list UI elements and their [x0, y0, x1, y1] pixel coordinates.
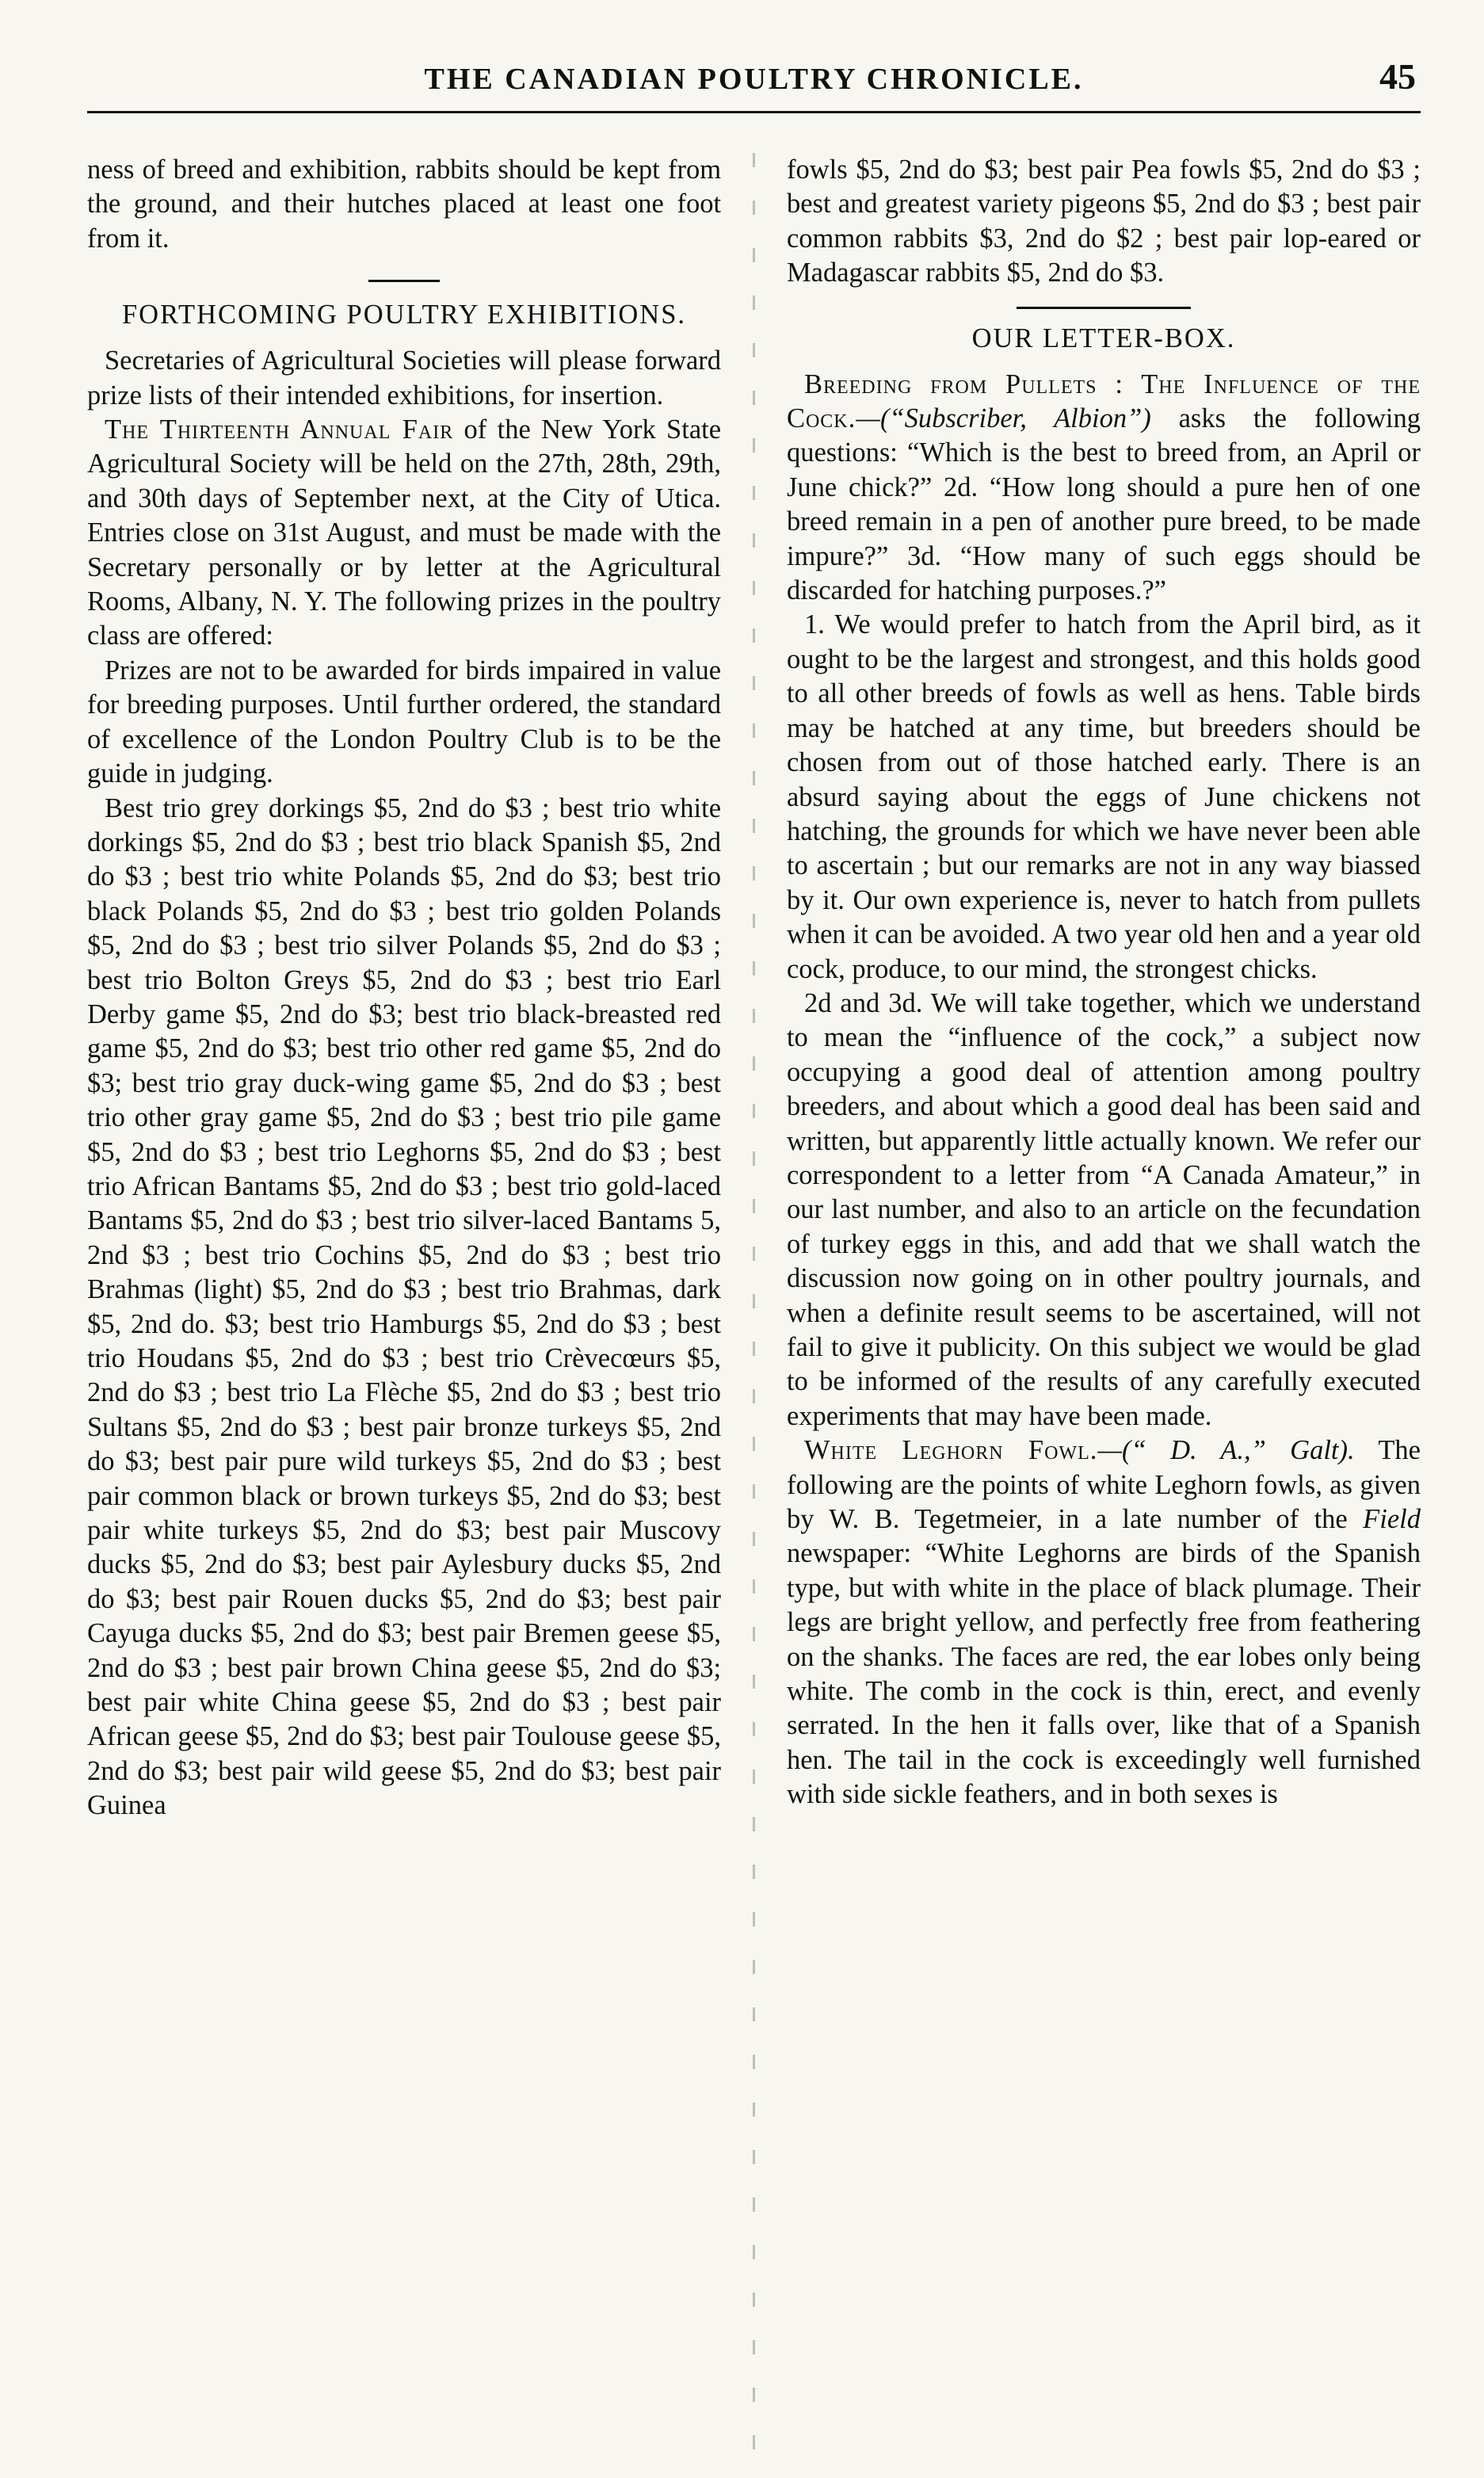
- page-number: 45: [1379, 56, 1416, 97]
- letter-pullets-question: [787, 368, 1421, 609]
- paragraph-fair: [87, 413, 721, 654]
- letter-pullets-correspondent: —(“Subscriber, Albion”): [856, 403, 1151, 434]
- leghorn-body-2: newspaper: “White Leghorns are birds of the Spanish type, but with white in the place of black plumage. Their legs are bright yellow, and perfectly free from feathering on the shanks. The faces are red, the ear lobes only being white. The comb in the cock is thin, erect, and evenly serrated. In the hen it falls over, like that of a Spanish hen. The tail in the cock is exceedingly well furnished with side sickle feathers, and in both sexes is: [786, 1538, 1421, 1810]
- left-column: [87, 153, 721, 2467]
- opening-paragraph: ness of breed and exhibition, rabbits should be kept from the ground, and their hutches placed at least one foot from it.: [87, 155, 722, 254]
- letter-pullets-lead: Breeding from Pullets : The Influence of the Cock.: [786, 368, 1421, 434]
- leghorn-body-1: The following are the points of white Leghorn fowls, as given by W. B. Tegetmeier, in a late number of the: [786, 1435, 1421, 1535]
- fair-lead: The Thirteenth Annual Fair: [105, 414, 454, 445]
- paragraph-prizes-rule: Prizes are not to be awarded for birds impaired in value for breeding purposes. Until further ordered, the standard of excellence of the London Poultry Club is to be the guide in judging.: [87, 655, 722, 789]
- two-column-body: [87, 153, 1421, 2467]
- answer-one: 1. We would prefer to hatch from the April bird, as it ought to be the largest and strongest, and this holds good to all other breeds of fowls as well as hens. Table birds may be hatched at any time, but breeders should be chosen from out of those hatched early. There is an absurd saying about the eggs of June chickens not hatching, the grounds for which we have never been able to ascertain ; but our remarks are not in any way biassed by it. Our own experience is, never to hatch from pullets when it can be avoided. A two year old hen and a year old cock, produce, to our mind, the strongest chicks.: [786, 609, 1421, 984]
- heading-forthcoming-exhibitions: FORTHCOMING POULTRY EXHIBITIONS.: [121, 300, 687, 330]
- letter-pullets-body: asks the following questions: “Which is the best to breed from, an April or June chick?” 2d. “How long should a pure hen of one breed remain in a pen of another pure breed, to be made impure?” 3d. “How many of such eggs should be discarded for hatching purposes.?”: [786, 403, 1421, 606]
- right-column: [787, 153, 1421, 2467]
- section-divider: [1017, 307, 1191, 309]
- running-head: [87, 55, 1421, 113]
- journal-title: THE CANADIAN POULTRY CHRONICLE.: [424, 63, 1084, 96]
- heading-letter-box: OUR LETTER-BOX.: [971, 323, 1236, 353]
- fair-body: of the New York State Agricultural Society will be held on the 27th, 28th, 29th, and 30th days of September next, at the City of Utica. Entries close on 31st August, and must be made with the Secretary personally or by letter at the Agricultural Rooms, Albany, N. Y. The following prizes in the poultry class are offered:: [87, 414, 722, 651]
- leghorn-correspondent: —(“ D. A.,” Galt).: [1097, 1435, 1355, 1466]
- paragraph-secretaries: Secretaries of Agricultural Societies will please forward prize lists of their intended exhibitions, for insertion.: [87, 346, 722, 410]
- leghorn-field: Field: [1363, 1504, 1421, 1535]
- leghorn-lead: White Leghorn Fowl.: [803, 1435, 1098, 1466]
- paragraph-prize-list: Best trio grey dorkings $5, 2nd do $3 ; best trio white dorkings $5, 2nd do $3 ; best trio black Spanish $5, 2nd do $3 ; best trio white Polands $5, 2nd do $3; best trio black Polands $5, 2nd do $3 ; best trio golden Polands $5, 2nd do $3 ; best trio silver Polands $5, 2nd do $3 ; best trio Bolton Greys $5, 2nd do $3 ; best trio Earl Derby game $5, 2nd do $3; best trio black-breasted red game $5, 2nd do $3; best trio other red game $5, 2nd do $3; best trio gray duck-wing game $5, 2nd do $3 ; best trio other gray game $5, 2nd do $3 ; best trio pile game $5, 2nd do $3 ; best trio Leghorns $5, 2nd do $3 ; best trio African Bantams $5, 2nd do $3 ; best trio gold-laced Bantams $5, 2nd do $3 ; best trio silver-laced Bantams 5, 2nd $3 ; best trio Cochins $5, 2nd do $3 ; best trio Brahmas (light) $5, 2nd do $3 ; best trio Brahmas, dark $5, 2nd do. $3; best trio Hamburgs $5, 2nd do $3 ; best trio Houdans $5, 2nd do $3 ; best trio Crèvecœurs $5, 2nd do $3 ; best trio La Flèche $5, 2nd do $3 ; best trio Sultans $5, 2nd do $3 ; best pair bronze turkeys $5, 2nd do $3; best pair pure wild turkeys $5, 2nd do $3 ; best pair common black or brown turkeys $5, 2nd do $3; best pair white turkeys $5, 2nd do $3; best pair Muscovy ducks $5, 2nd do $3; best pair Aylesbury ducks $5, 2nd do $3; best pair Rouen ducks $5, 2nd do $3; best pair Cayuga ducks $5, 2nd do $3; best pair Bremen geese $5, 2nd do $3 ; best pair brown China geese $5, 2nd do $3; best pair white China geese $5, 2nd do $3 ; best pair African geese $5, 2nd do $3; best pair Toulouse geese $5, 2nd do $3; best pair wild geese $5, 2nd do $3; best pair Guinea: [87, 792, 722, 1821]
- prize-list-continuation: fowls $5, 2nd do $3; best pair Pea fowls $5, 2nd do $3 ; best and greatest variety pigeons $5, 2nd do $3 ; best pair common rabbits $3, 2nd do $2 ; best pair lop-eared or Madagascar rabbits $5, 2nd do $3.: [786, 155, 1421, 288]
- answer-two-three: 2d and 3d. We will take together, which we understand to mean the “influence of the cock,” a subject now occupying a good deal of attention among poultry breeders, and about which a good deal has been said and written, but apparently little actually known. We refer our correspondent to a letter from “A Canada Amateur,” in our last number, and also to an article on the fecundation of turkey eggs in this, and add that we shall watch the discussion now going on in other poultry journals, and when a definite result seems to be ascertained, will not fail to give it publicity. On this subject we would be glad to be informed of the results of any carefully executed experiments that may have been made.: [786, 987, 1421, 1431]
- column-gutter: [753, 153, 755, 2467]
- letter-leghorn: [787, 1434, 1421, 1812]
- section-divider: [368, 280, 440, 282]
